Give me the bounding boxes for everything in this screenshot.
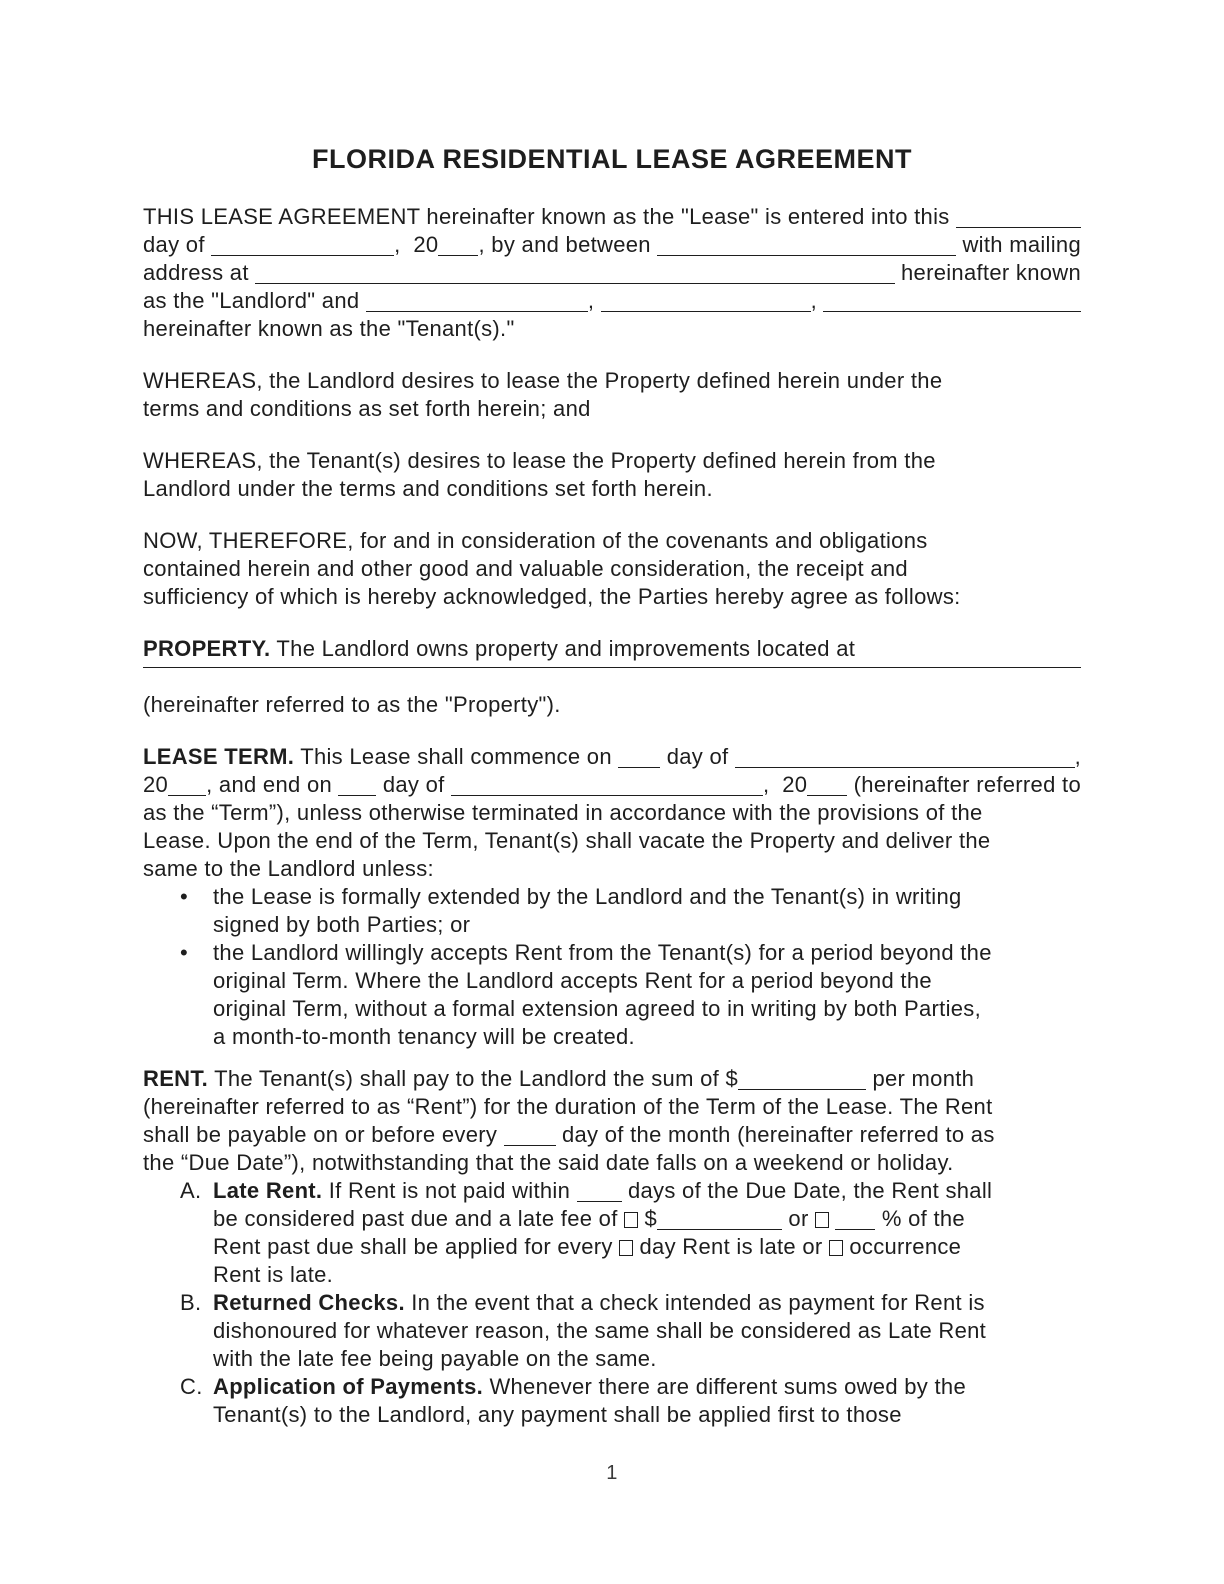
section-rent [143,1065,1081,1429]
text-run: sufficiency of which is hereby acknowledged, the Parties hereby agree as follows: [143,584,961,609]
text-run: The Landlord owns property and improvements located at [270,636,856,661]
checkbox[interactable] [815,1212,829,1228]
text-run: Lease. Upon the end of the Term, Tenant(s) shall vacate the Property and deliver the [143,828,991,853]
page-number: 1 [606,1462,618,1484]
section-lease-term [143,743,1081,1051]
text-run: THIS LEASE AGREEMENT hereinafter known as the "Lease" is entered into this [143,204,956,229]
text-run: The Tenant(s) shall pay to the Landlord the sum of $ [208,1066,739,1091]
text-line [213,1023,1081,1051]
text-run: (hereinafter referred to [847,772,1081,797]
bullet-item-marker: • [180,940,189,965]
text-run: , [810,288,824,313]
blank-field[interactable] [657,255,956,256]
text-run: with the late fee being payable on the same. [213,1346,657,1371]
text-line [143,527,1081,555]
text-run: as the “Term”), unless otherwise terminated in accordance with the provisions of the [143,800,983,825]
text-run: the “Due Date”), notwithstanding that the said date falls on a weekend or holiday. [143,1150,954,1175]
bullet-item [143,883,1081,939]
text-line [143,555,1081,583]
text-run: LEASE TERM. [143,744,295,769]
checkbox[interactable] [624,1212,638,1228]
text-run: hereinafter known [894,260,1081,285]
text-line [213,1373,1081,1401]
text-run: or [782,1206,815,1231]
blank-field[interactable] [618,767,660,768]
list-item-C-marker: C. [180,1374,203,1399]
text-run: , 20 [394,232,439,257]
text-line [143,1065,1081,1093]
bullet-item-lines [213,883,1081,939]
text-run: , 20 [762,772,808,797]
text-line [143,447,1081,475]
text-run: RENT. [143,1066,209,1091]
text-line [143,287,1081,315]
text-run: WHEREAS, the Tenant(s) desires to lease the Property defined herein from the [143,448,936,473]
text-run: shall be payable on or before every [143,1122,504,1147]
text-line [143,771,1081,799]
text-line [213,883,1081,911]
list-item-B-marker: B. [180,1290,202,1315]
text-line [143,367,1081,395]
bullet-item-lines [213,939,1081,1051]
text-run: , by and between [478,232,658,257]
text-run: day of the month (hereinafter referred to as [555,1122,995,1147]
section-intro [143,203,1081,343]
checkbox[interactable] [619,1240,633,1256]
text-run: NOW, THEREFORE, for and in consideration of the covenants and obligations [143,528,928,553]
section-whereas-landlord [143,367,1081,423]
text-run: day of [660,744,735,769]
text-run: Rent is late. [213,1262,334,1287]
text-run: terms and conditions as set forth herein; and [143,396,591,421]
text-line [143,583,1081,611]
list-item-A [143,1177,1081,1289]
section-whereas-tenant [143,447,1081,503]
text-run: $ [638,1206,657,1231]
text-run: Rent past due shall be applied for every [213,1234,620,1259]
text-line [213,1261,1081,1289]
text-run: the Lease is formally extended by the Landlord and the Tenant(s) in writing [213,884,962,909]
text-run: , [1074,744,1081,769]
blank-field[interactable] [143,667,1081,668]
blank-field[interactable] [807,795,847,796]
text-line [213,911,1081,939]
text-line [213,1345,1081,1373]
text-line [213,1177,1081,1205]
text-run: , [587,288,601,313]
text-line [143,203,1081,231]
blank-field[interactable] [451,795,763,796]
text-line [213,1317,1081,1345]
text-run: day of [143,232,212,257]
blank-field[interactable] [504,1145,556,1146]
text-run: be considered past due and a late fee of [213,1206,625,1231]
text-line [143,1121,1081,1149]
text-run: hereinafter known as the "Tenant(s)." [143,316,515,341]
blank-field[interactable] [366,311,588,312]
list-item-B-lines [213,1289,1081,1373]
text-run: original Term, without a formal extension agreed to in writing by both Parties, [213,996,982,1021]
text-run: a month-to-month tenancy will be created. [213,1024,635,1049]
text-run: as the "Landlord" and [143,288,366,313]
document-blocks [143,203,1081,1429]
text-run: PROPERTY. [143,636,271,661]
text-run: days of the Due Date, the Rent shall [621,1178,993,1203]
text-line [143,691,1081,719]
text-line [143,855,1081,883]
text-run: (hereinafter referred to as “Rent”) for the duration of the Term of the Lease. The Rent [143,1094,993,1119]
text-line [143,1093,1081,1121]
bullet-item [143,939,1081,1051]
text-line [143,475,1081,503]
blank-field[interactable] [255,283,894,284]
text-line [143,743,1081,771]
blank-field[interactable] [438,255,478,256]
text-run: same to the Landlord unless: [143,856,434,881]
document-content [143,145,1081,1429]
text-run: This Lease shall commence on [294,744,619,769]
text-run: 20 [143,772,169,797]
text-line [143,259,1081,287]
text-run: If Rent is not paid within [322,1178,577,1203]
text-run: % of the [875,1206,965,1231]
text-run: Tenant(s) to the Landlord, any payment shall be applied first to those [213,1402,902,1427]
text-line [143,635,1081,663]
text-line [213,1289,1081,1317]
blank-field[interactable] [735,767,1075,768]
text-run: day Rent is late or [633,1234,829,1259]
list-item-B [143,1289,1081,1373]
text-line [213,939,1081,967]
list-item-A-lines [213,1177,1081,1289]
blank-field[interactable] [738,1089,866,1090]
bullet-item-marker: • [180,884,189,909]
blank-field[interactable] [338,795,376,796]
text-run: contained herein and other good and valuable consideration, the receipt and [143,556,908,581]
text-line [143,395,1081,423]
blank-field[interactable] [823,311,1081,312]
section-property [143,635,1081,719]
text-run: Late Rent. [213,1178,323,1203]
blank-field[interactable] [577,1201,622,1202]
text-line [143,663,1081,691]
text-run: , and end on [206,772,339,797]
text-line [143,827,1081,855]
list-item-A-marker: A. [180,1178,202,1203]
blank-field[interactable] [211,255,394,256]
text-line [143,231,1081,259]
text-line [213,1401,1081,1429]
text-run: occurrence [842,1234,962,1259]
text-line [213,995,1081,1023]
list-item-C-lines [213,1373,1081,1429]
text-run: Whenever there are different sums owed by the [483,1374,967,1399]
text-line [213,1205,1081,1233]
list-item-C [143,1373,1081,1429]
text-run: dishonoured for whatever reason, the same shall be considered as Late Rent [213,1318,987,1343]
text-run: WHEREAS, the Landlord desires to lease the Property defined herein under the [143,368,943,393]
text-run: Returned Checks. [213,1290,405,1315]
text-run: with mailing [956,232,1081,257]
text-run: signed by both Parties; or [213,912,471,937]
text-run: (hereinafter referred to as the "Property"). [143,692,561,717]
blank-field[interactable] [956,227,1081,228]
text-run: per month [866,1066,975,1091]
document-title: FLORIDA RESIDENTIAL LEASE AGREEMENT [311,144,913,174]
text-line [213,967,1081,995]
blank-field[interactable] [168,795,206,796]
text-line [143,1149,1081,1177]
blank-field[interactable] [657,1229,782,1230]
text-line [143,315,1081,343]
text-run: day of [376,772,451,797]
text-run: Landlord under the terms and conditions set forth herein. [143,476,713,501]
text-run: In the event that a check intended as payment for Rent is [404,1290,985,1315]
text-run: original Term. Where the Landlord accepts Rent for a period beyond the [213,968,932,993]
text-line [143,799,1081,827]
blank-field[interactable] [835,1229,875,1230]
text-run: the Landlord willingly accepts Rent from the Tenant(s) for a period beyond the [213,940,992,965]
text-line [213,1233,1081,1261]
text-run: Application of Payments. [213,1374,484,1399]
checkbox[interactable] [829,1240,843,1256]
section-now-therefore [143,527,1081,611]
text-run: address at [143,260,256,285]
blank-field[interactable] [601,311,811,312]
